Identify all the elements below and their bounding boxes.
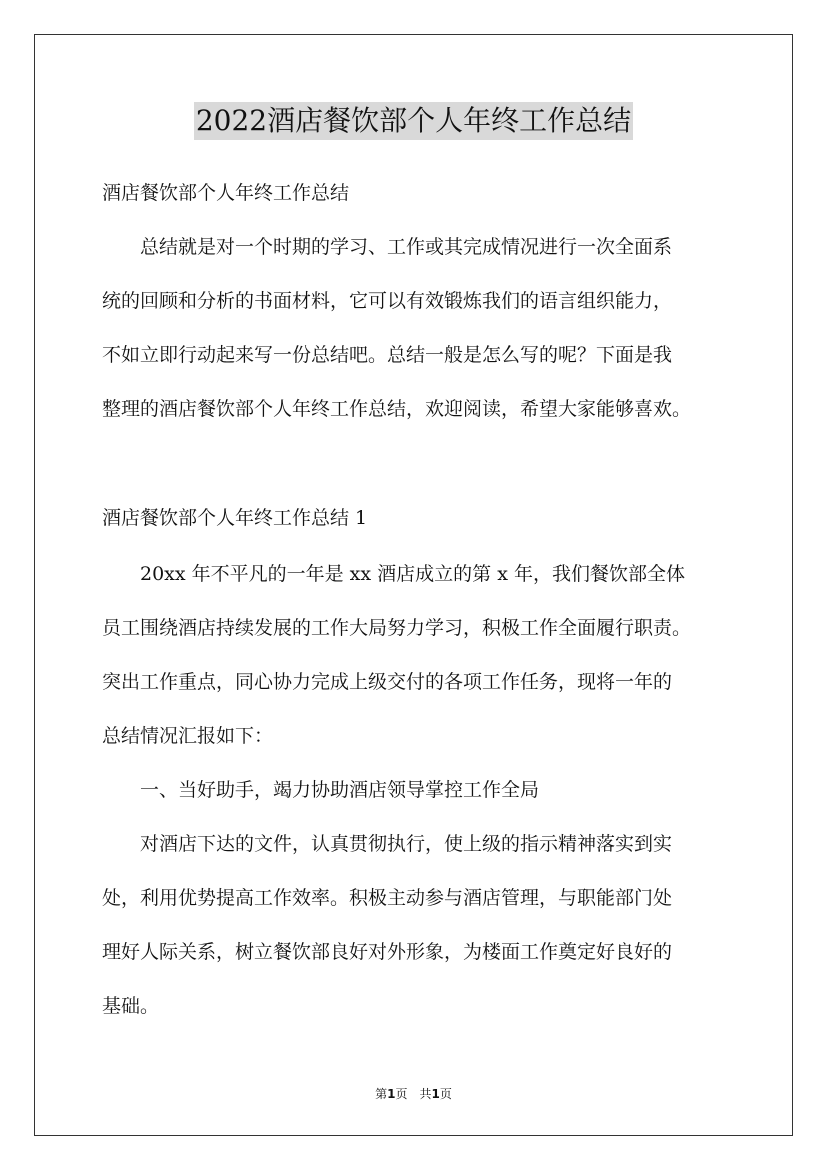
paragraph-line: 统的回顾和分析的书面材料，它可以有效锻炼我们的语言组织能力， [102,290,673,312]
footer-total-pages: 1 [431,1087,440,1101]
paragraph-line: 突出工作重点，同心协力完成上级交付的各项工作任务，现将一年的 [102,671,673,693]
paragraph-line: 20xx 年不平凡的一年是 xx 酒店成立的第 x 年，我们餐饮部全体 [102,563,685,585]
footer-mid: 页 共 [395,1087,432,1101]
page-number-footer [0,1085,827,1102]
paragraph-line: 总结就是对一个时期的学习、工作或其完成情况进行一次全面系 [102,236,673,258]
footer-suffix: 页 [439,1087,452,1101]
paragraph-line: 对酒店下达的文件，认真贯彻执行，使上级的指示精神落实到实 [102,833,673,855]
document-title: 2022酒店餐饮部个人年终工作总结 [194,102,633,140]
paragraph-line: 基础。 [102,995,160,1017]
footer-prefix: 第 [375,1087,388,1101]
paragraph-line: 处，利用优势提高工作效率。积极主动参与酒店管理，与职能部门处 [102,887,673,909]
paragraph-line: 总结情况汇报如下： [102,725,274,747]
subsection-heading: 一、当好助手，竭力协助酒店领导掌控工作全局 [102,779,540,801]
section-heading-1: 酒店餐饮部个人年终工作总结 1 [102,507,368,529]
paragraph-line: 理好人际关系，树立餐饮部良好对外形象，为楼面工作奠定好良好的 [102,941,673,963]
paragraph-line: 不如立即行动起来写一份总结吧。总结一般是怎么写的呢？下面是我 [102,344,673,366]
footer-current-page: 1 [387,1087,396,1101]
title-container [0,102,827,140]
paragraph-heading-intro: 酒店餐饮部个人年终工作总结 [102,182,350,204]
paragraph-line: 员工围绕酒店持续发展的工作大局努力学习，积极工作全面履行职责。 [102,617,692,639]
paragraph-line: 整理的酒店餐饮部个人年终工作总结，欢迎阅读，希望大家能够喜欢。 [102,398,692,420]
